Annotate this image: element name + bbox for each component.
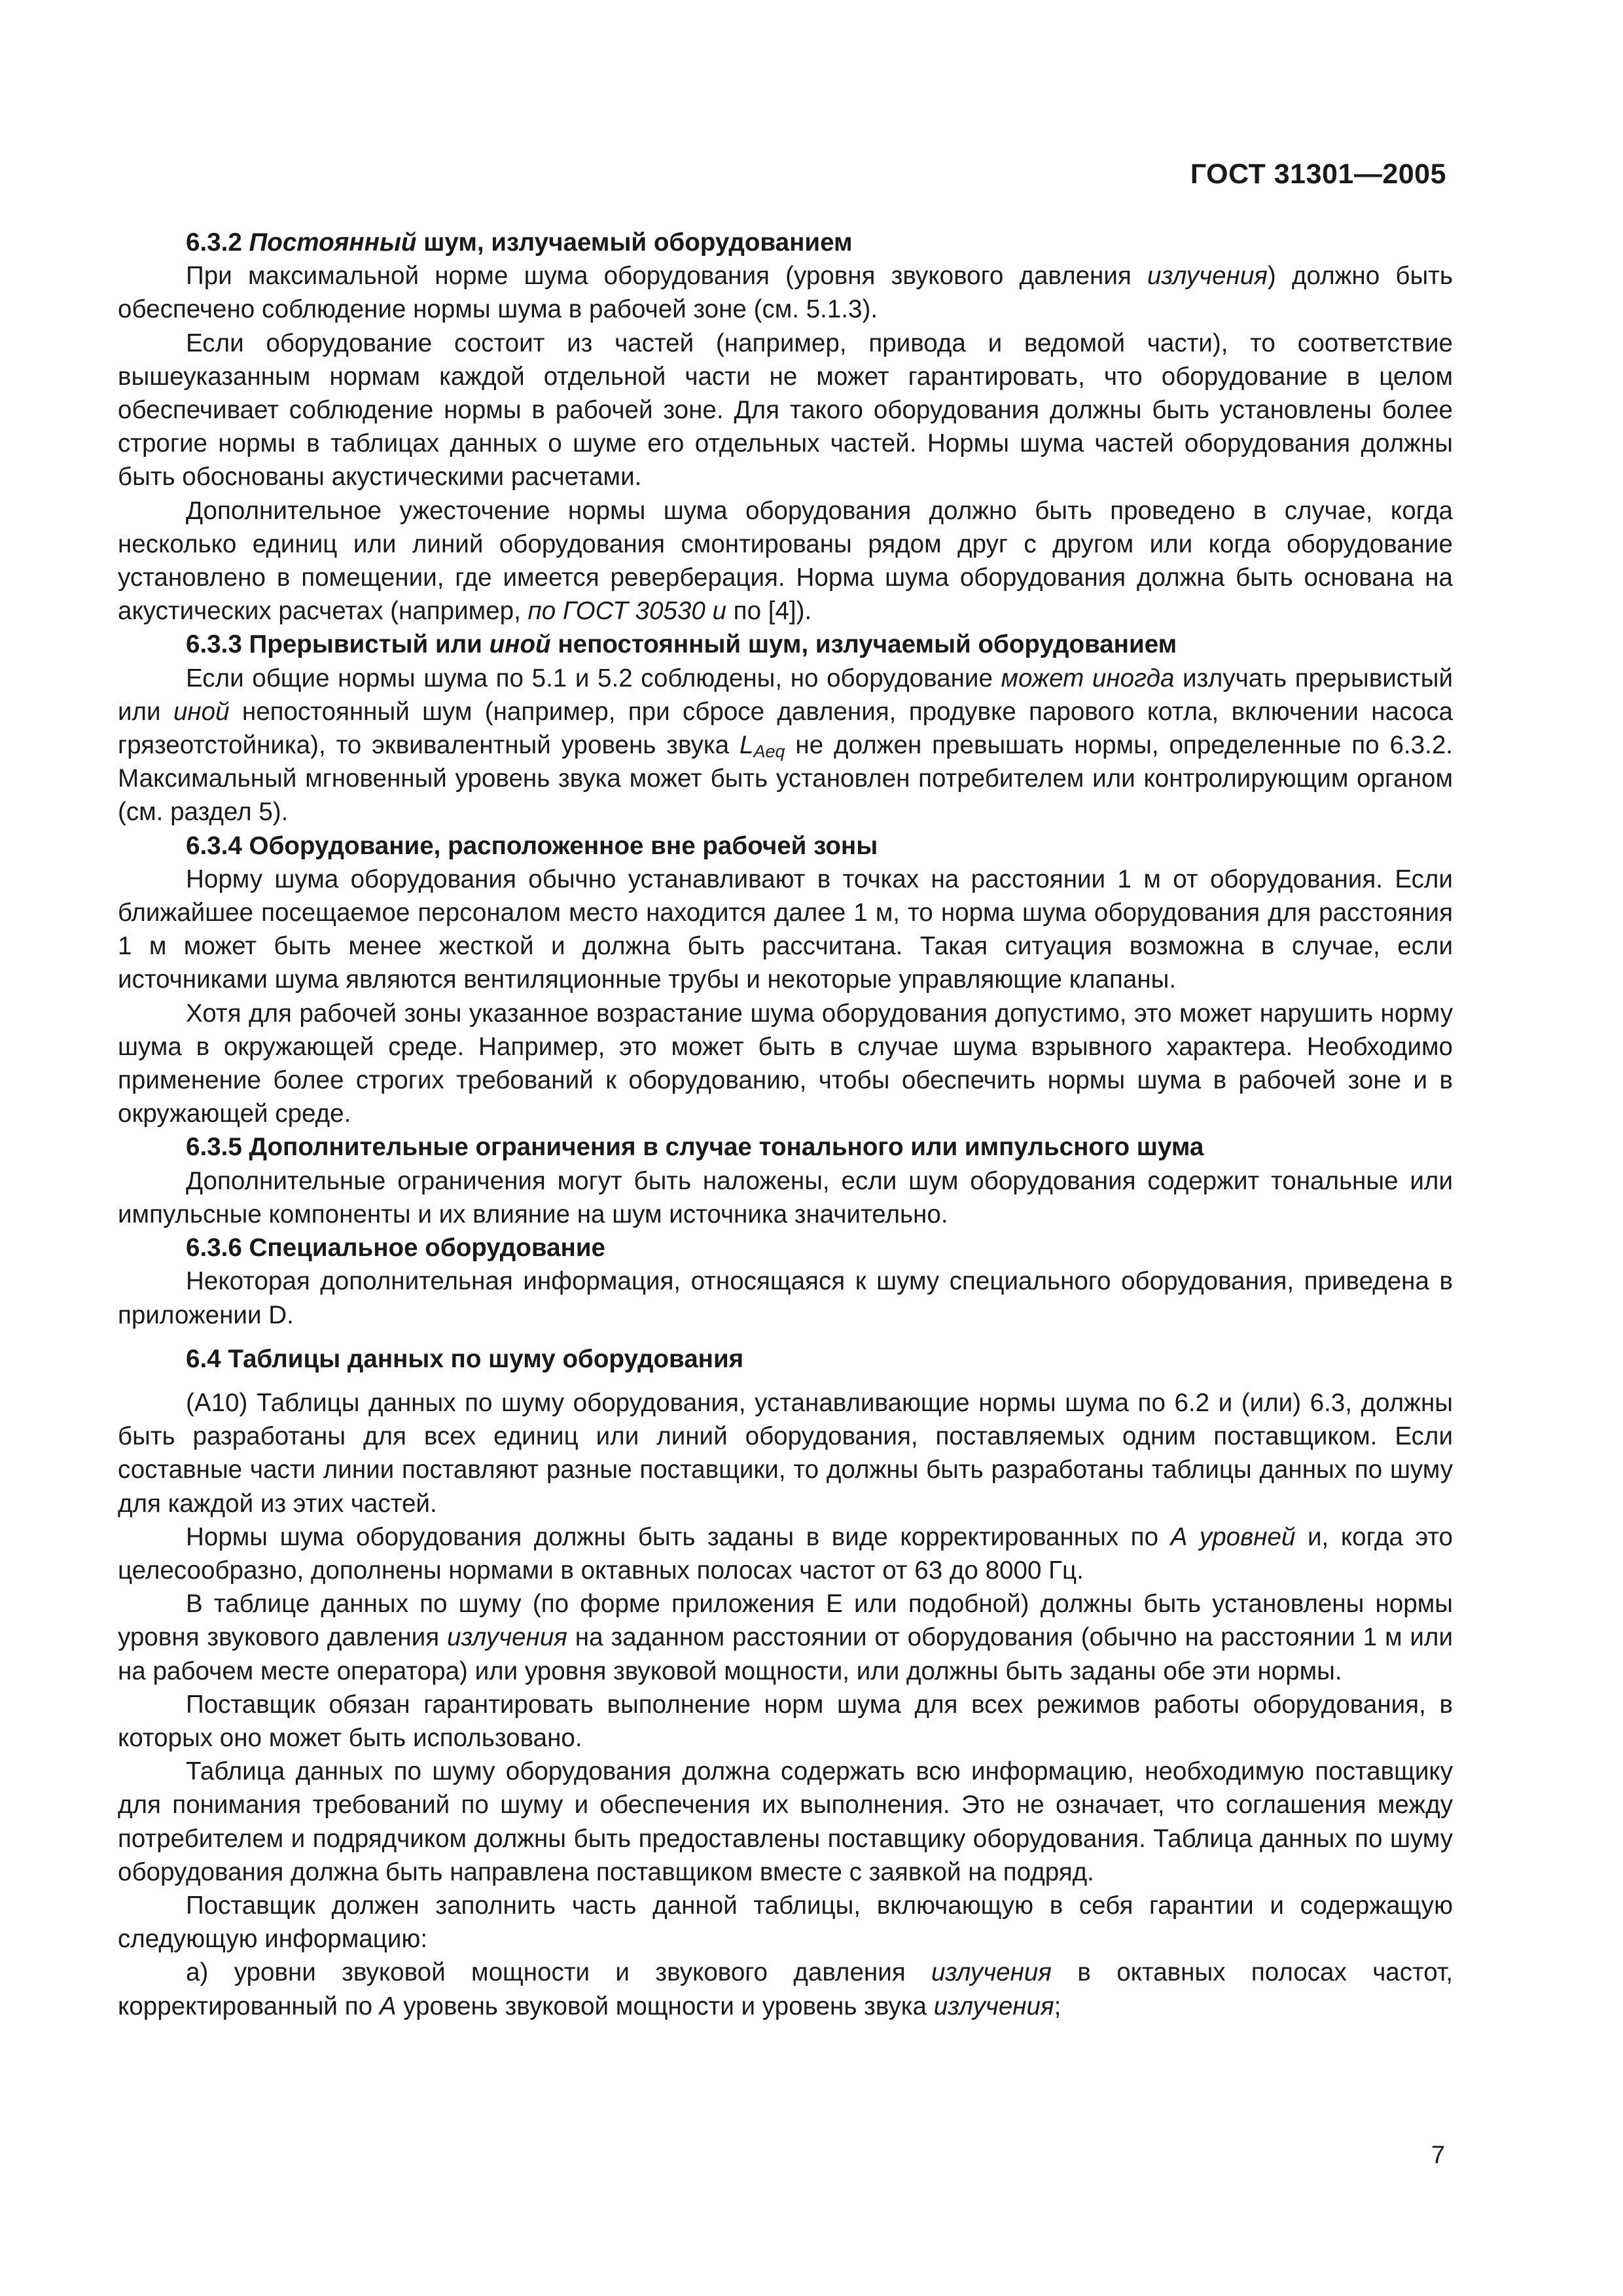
italic-text: излучения xyxy=(933,1992,1054,2020)
italic-text: по ГОСТ 30530 и xyxy=(527,597,726,626)
paragraph: Поставщик должен заполнить часть данной таблицы, включающую в себя гарантии и содержащую следующую информацию: xyxy=(118,1891,1453,1954)
symbol-subscript: Aeq xyxy=(753,742,785,762)
heading-text: Таблицы данных по шуму оборудования xyxy=(221,1344,744,1373)
paragraph xyxy=(118,1520,1453,1587)
italic-text: излучения xyxy=(1147,262,1268,291)
text-run: Если общие нормы шума по 5.1 и 5.2 соблюдены, но оборудование xyxy=(186,664,1001,692)
section-heading-6-4 xyxy=(118,1342,1453,1376)
section-number: 6.3.2 xyxy=(186,228,242,257)
italic-text: излучения xyxy=(931,1958,1052,1987)
italic-text: излучения xyxy=(447,1623,567,1652)
paragraph xyxy=(118,662,1453,829)
text-run: по [4]). xyxy=(726,597,812,626)
section-number: 6.3.4 xyxy=(186,831,242,860)
paragraph: Норму шума оборудования обычно устанавливают в точках на расстоянии 1 м от оборудования. Если ближайшее посещаемое персоналом место находится далее 1 м, то норма шума оборудования для расстояния 1 м может быть менее жесткой и должна быть рассчитана. Такая ситуация возможна в случае, если источниками шума являются вентиляционные трубы и некоторые управляющие клапаны. xyxy=(118,865,1453,994)
text-run: на заданном расстоянии от оборудования (обычно на расстоянии 1 м или на рабочем месте оператора) или уровня звуковой мощности, или должны быть заданы обе эти нормы. xyxy=(118,1623,1453,1685)
text-run: излучать прерывистый или xyxy=(118,664,1454,726)
text-run: непостоянный шум (например, при сбросе давления, продувке парового котла, включении насоса грязеотстойника), то эквивалентный уровень звука xyxy=(118,697,1453,760)
paragraph: Если оборудование состоит из частей (например, привода и ведомой части), то соответствие вышеуказанным нормам каждой отдельной части не может гарантировать, что оборудование в целом обеспечивает соблюдение нормы в рабочей зоне. Для такого оборудования должны быть установлены более строгие нормы в таблицах данных о шуме его отдельных частей. Нормы шума частей оборудования должны быть обоснованы акустическими расчетами. xyxy=(118,329,1453,492)
heading-text: шум, излучаемый оборудованием xyxy=(416,228,853,257)
text-run: В таблице данных по шуму (по форме приложения Е или подобной) должны быть установлены нормы уровня звукового давления xyxy=(118,1590,1453,1652)
list-item-a xyxy=(118,1956,1453,2022)
section-heading-6-3-3 xyxy=(118,628,1453,661)
text-run: уровень звуковой мощности и уровень звука xyxy=(396,1992,934,2020)
italic-text: А xyxy=(379,1992,397,2020)
italic-text: может иногда xyxy=(1001,664,1175,692)
heading-text: Специальное оборудование xyxy=(241,1234,605,1263)
text-run: ) должно быть обеспечено соблюдение нормы шума в рабочей зоне (см. 5.1.3). xyxy=(118,262,1453,324)
document-code: ГОСТ 31301—2005 xyxy=(1190,158,1446,190)
text-run: ; xyxy=(1054,1992,1061,2020)
paragraph: Хотя для рабочей зоны указанное возрастание шума оборудования допустимо, это может нарушить норму шума в окружающей среде. Например, это может быть в случае шума взрывного характера. Необходимо применение более строгих требований к оборудованию, чтобы обеспечить нормы шума в рабочей зоне и в окружающей среде. xyxy=(118,999,1453,1128)
heading-text: Прерывистый или xyxy=(241,630,490,659)
section-number: 6.3.3 xyxy=(186,630,242,659)
section-heading-6-3-4 xyxy=(118,829,1453,863)
symbol-laeq xyxy=(739,731,785,762)
heading-italic-word: иной xyxy=(489,630,551,659)
page-number: 7 xyxy=(1431,2142,1445,2169)
section-number: 6.3.5 xyxy=(186,1133,242,1162)
text-run: а) уровни звуковой мощности и звукового давления xyxy=(186,1958,932,1987)
paragraph xyxy=(118,494,1453,628)
paragraph: Таблица данных по шуму оборудования должна содержать всю информацию, необходимую поставщику для понимания требований по шуму и обеспечения их выполнения. Это не означает, что соглашения между потребителем и подрядчиком должны быть предоставлены поставщику оборудования. Таблица данных по шуму оборудования должна быть направлена поставщиком вместе с заявкой на подряд. xyxy=(118,1757,1453,1886)
italic-text: иной xyxy=(173,697,230,726)
text-run: и, когда это целесообразно, дополнены нормами в октавных полосах частот от 63 до 8000 Гц. xyxy=(118,1522,1454,1585)
italic-text: А уровней xyxy=(1170,1522,1296,1551)
text-run: не должен превышать нормы, определенные по 6.3.2. Максимальный мгновенный уровень звука может быть установлен потребителем или контролирующим органом (см. раздел 5). xyxy=(118,731,1453,827)
text-run: в октавных полосах частот, корректированный по xyxy=(118,1958,1453,2020)
symbol-letter: L xyxy=(739,731,754,760)
heading-text: непостоянный шум, излучаемый оборудованием xyxy=(550,630,1177,659)
paragraph: Дополнительные ограничения могут быть наложены, если шум оборудования содержит тональные или импульсные компоненты и их влияние на шум источника значительно. xyxy=(118,1166,1453,1229)
text-run: При максимальной норме шума оборудования (уровня звукового давления xyxy=(186,262,1148,291)
page-body xyxy=(118,226,1453,2023)
text-run: Дополнительное ужесточение нормы шума оборудования должно быть проведено в случае, когда несколько единиц или линий оборудования смонтированы рядом друг с другом или когда оборудование установлено в помещении, где имеется реверберация. Норма шума оборудования должна быть основана на акустических расчетах (например, xyxy=(118,496,1453,626)
paragraph: Некоторая дополнительная информация, относящаяся к шуму специального оборудования, приведена в приложении D. xyxy=(118,1267,1453,1329)
heading-text: Оборудование, расположенное вне рабочей зоны xyxy=(241,831,878,860)
text-run: Нормы шума оборудования должны быть заданы в виде корректированных по xyxy=(186,1522,1171,1551)
heading-italic-word: Постоянный xyxy=(249,228,417,257)
section-number: 6.3.6 xyxy=(186,1234,242,1263)
paragraph xyxy=(118,259,1453,326)
section-heading-6-3-2 xyxy=(118,226,1453,259)
section-number: 6.4 xyxy=(186,1344,221,1373)
paragraph: Поставщик обязан гарантировать выполнение норм шума для всех режимов работы оборудования, в которых оно может быть использовано. xyxy=(118,1690,1453,1752)
section-heading-6-3-5 xyxy=(118,1130,1453,1164)
paragraph xyxy=(118,1587,1453,1688)
section-heading-6-3-6 xyxy=(118,1231,1453,1265)
paragraph: (А10) Таблицы данных по шуму оборудования, устанавливающие нормы шума по 6.2 и (или) 6.3, должны быть разработаны для всех единиц или линий оборудования, поставляемых одним поставщиком. Если составные части линии поставляют разные поставщики, то должны быть разработаны таблицы данных по шуму для каждой из этих частей. xyxy=(118,1388,1453,1518)
heading-text: Дополнительные ограничения в случае тонального или импульсного шума xyxy=(241,1133,1204,1162)
